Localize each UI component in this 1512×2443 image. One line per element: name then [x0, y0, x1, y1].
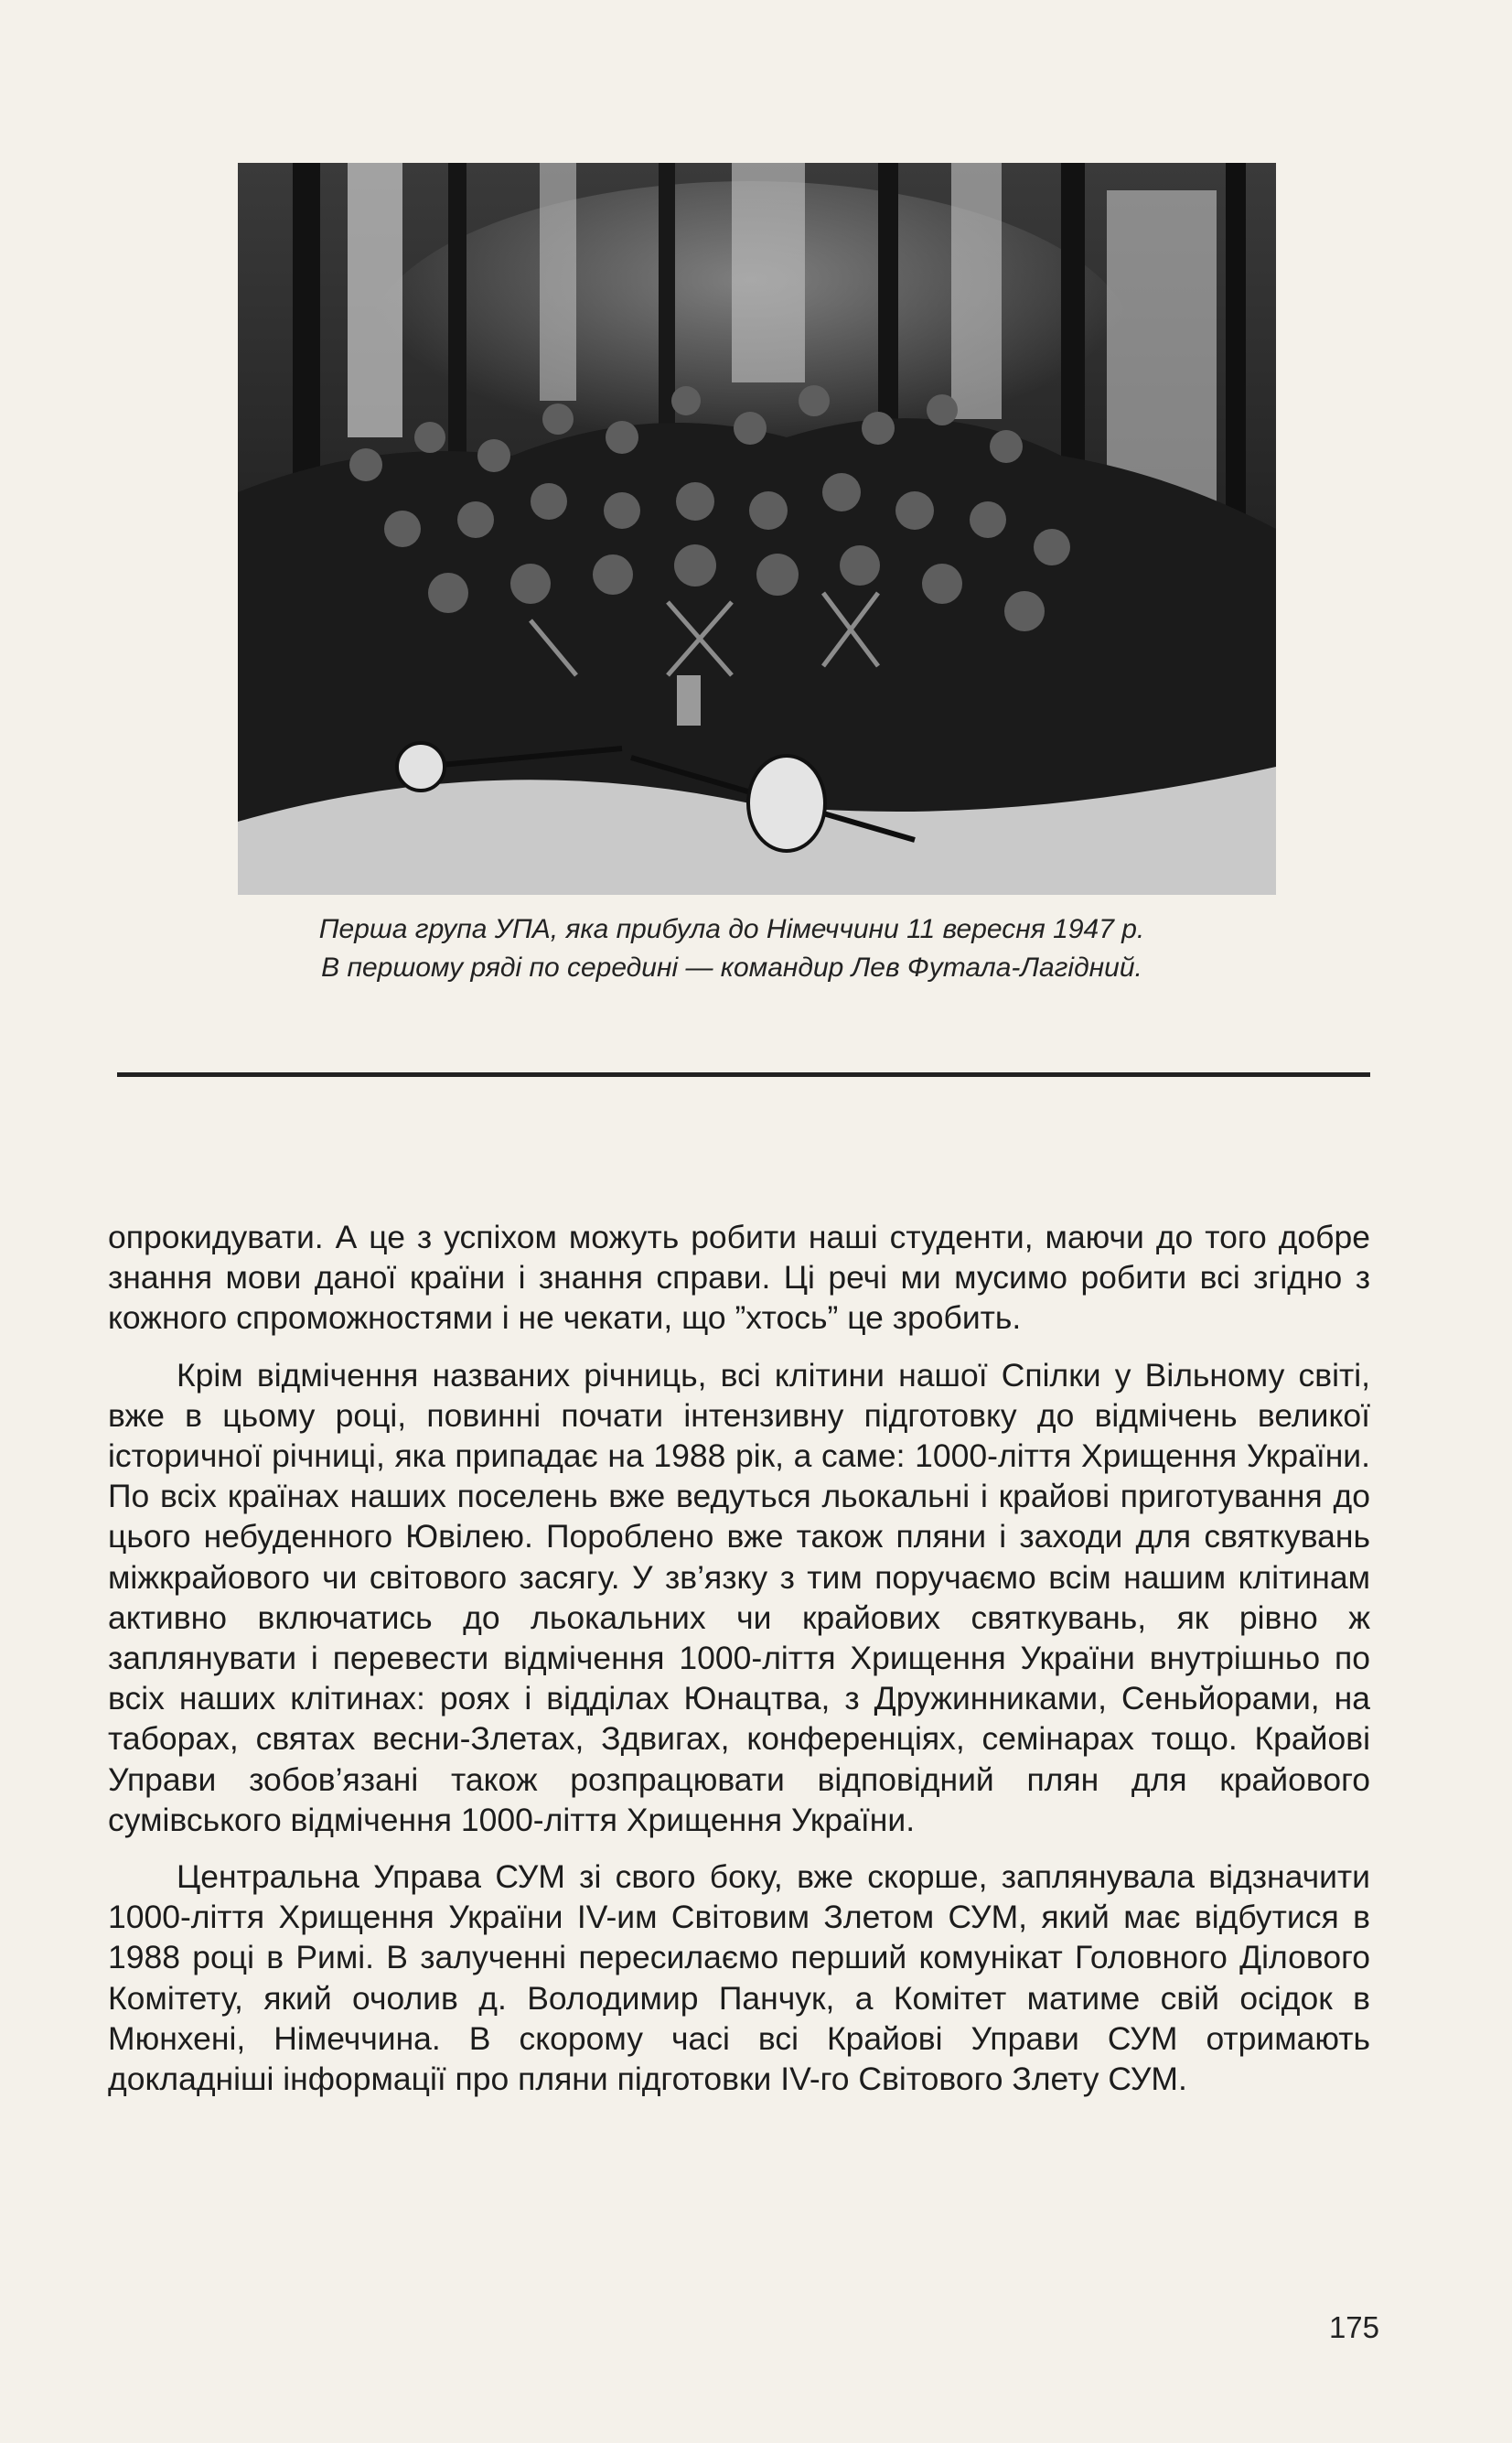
paragraph-2: Крім відмічення названих річниць, всі клітини нашої Спілки у Вільному світі, вже в цьому році, повинні почати інтензивну підготовку до відмічень великої історичної річниці, яка припадає на 1988 рік, а саме: 1000-ліття Хрищення України. По всіх країнах наших поселень вже ведуться льокальні і крайові приготування до цього небуденного Ювілею. Пороблено вже також пляни і заходи для святкувань міжкрайового чи світового засягу. У зв’язку з тим поручаємо всім нашим клітинам активно включатись до льокальних чи крайових святкувань, як рівно ж заплянувати і перевести відмічення 1000-ліття Хрищення України внутрішньо по всіх наших клітинах: роях і відділах Юнацтва, з Дружинниками, Сеньйорами, на таборах, святах весни-Злетах, Здвигах, конференціях, семінарах тощо. Крайові Управи зобов’язані також розпрацювати відповідний плян для крайового сумівського відмічення 1000-ліття Хрищення України. — [108, 1356, 1370, 1838]
body-text — [108, 1217, 1370, 2115]
horizontal-rule — [117, 1072, 1370, 1077]
photo-caption — [183, 910, 1281, 987]
paragraph-1: опрокидувати. А це з успіхом можуть робити наші студенти, маючи до того добре знання мови даної країни і знання справи. Ці речі ми мусимо робити всі згідно з кожного спроможностями і не чекати, що ”хтось” це зробить. — [108, 1219, 1370, 1337]
paragraph-3: Центральна Управа СУМ зі свого боку, вже скорше, заплянувала відзначити 1000-ліття Хрищення України IV-им Світовим Злетом СУМ, який має відбутися в 1988 році в Римі. В залученні пересилаємо перший комунікат Головного Ділового Комітету, який очолив д. Володимир Панчук, а Комітет матиме свій осідок в Мюнхені, Німеччина. В скорому часі всі Крайові Управи СУМ отримають докладніші інформації про пляни підготовки IV-го Світового Злету СУМ. — [108, 1858, 1370, 2098]
group-photo — [238, 163, 1276, 895]
caption-line-1: Перша група УПА, яка прибула до Німеччини 11 вересня 1947 р. — [318, 914, 1145, 944]
caption-line-2: В першому ряді по середині — командир Лев Футала-Лагідний. — [321, 952, 1142, 983]
page-number: 175 — [1328, 2310, 1379, 2344]
photo-illustration — [238, 163, 1276, 895]
